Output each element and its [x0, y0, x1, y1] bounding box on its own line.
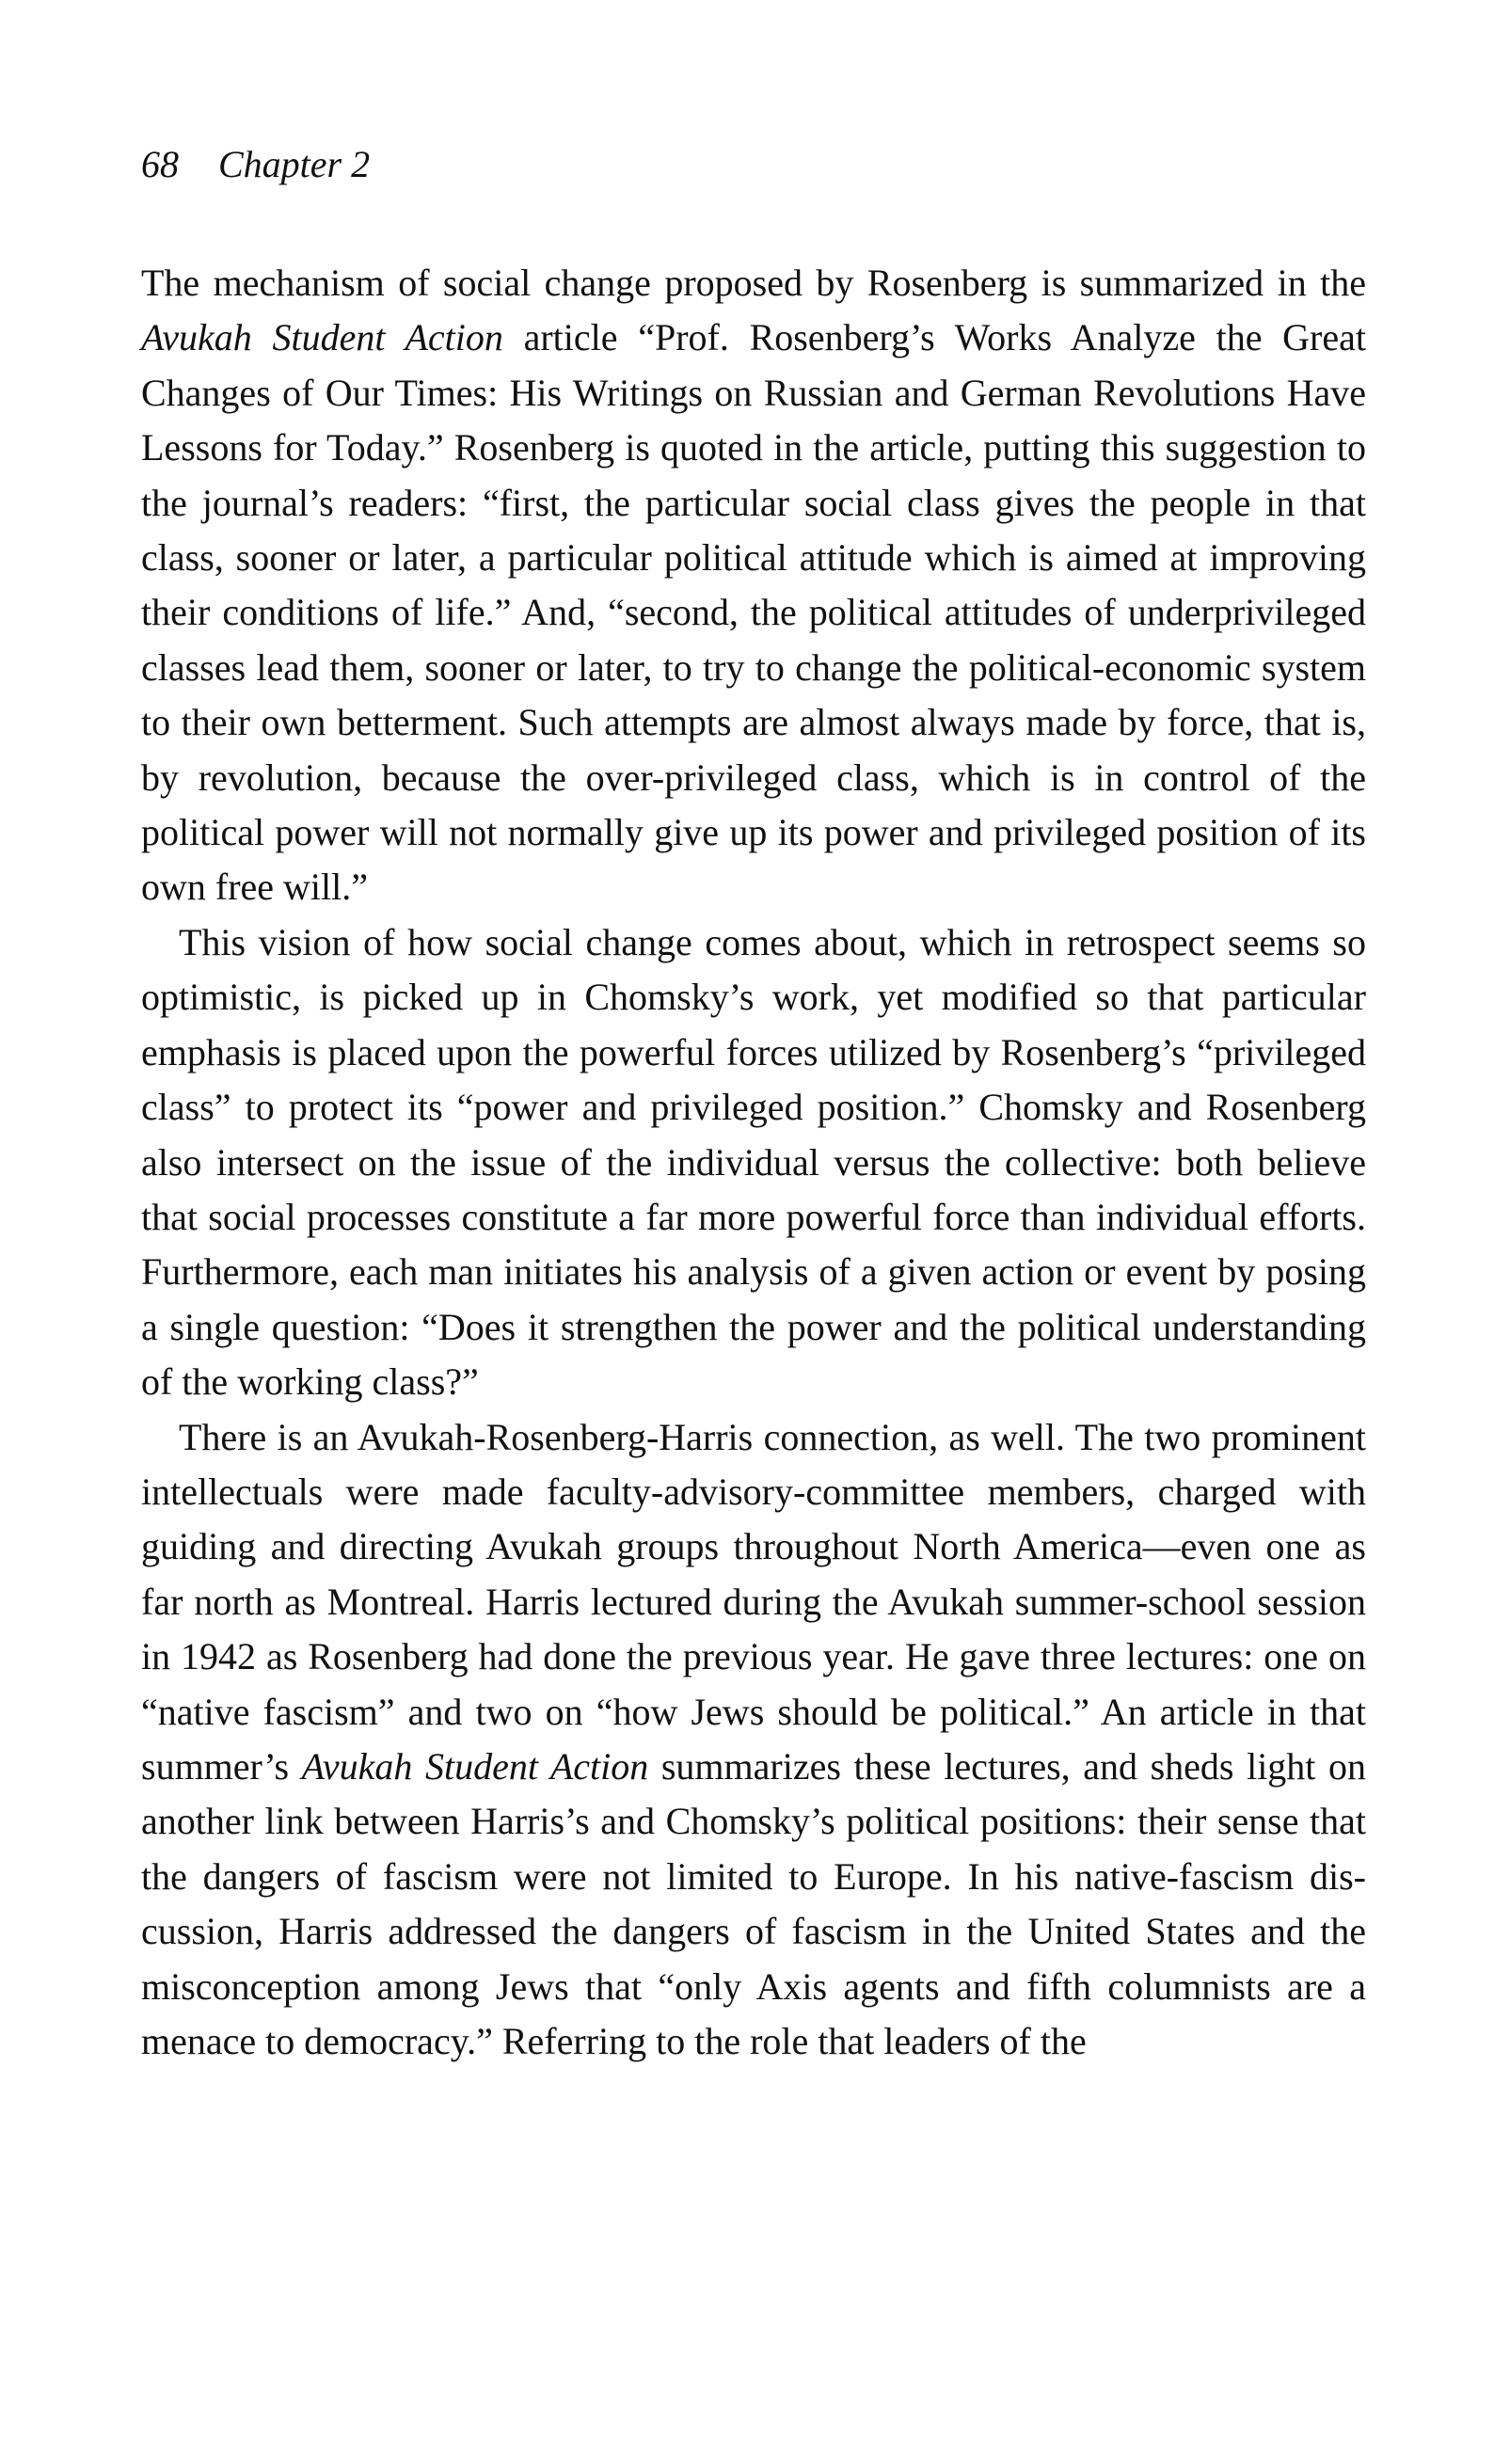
paragraph [141, 915, 1366, 1410]
publication-title: Avukah Student Action [141, 316, 503, 359]
running-head [141, 141, 1366, 188]
publication-title: Avukah Student Action [301, 1744, 649, 1788]
book-page [141, 141, 1366, 2069]
paragraph [141, 1410, 1366, 2070]
paragraph [141, 256, 1366, 915]
text-run: This vision of how social change comes about, which in retrospect seems so optimistic, is picked up in Chomsky’s work, yet modified so that particular emphasis is placed upon the powerful forces utilized by Rosenberg’s “privileged class” to protect its “power and privileged position.” Chomsky and Rosenberg also intersect on the issue of the individual versus the collective: both believe that social processes constitute a far more powerful force than individual efforts. Furthermore, each man initiates his analysis of a given action or event by posing a single question: “Does it strengthen the power and the political understanding of the working class?” [141, 920, 1366, 1404]
chapter-title: Chapter 2 [218, 143, 371, 185]
page-number: 68 [141, 143, 179, 185]
text-run: article “Prof. Rosenberg’s Works Analyze the Great Changes of Our Times: His Writings on Russian and German Revolutions Have Lessons for Today.” Rosenberg is quoted in the article, putting this suggestion to the journal’s readers: “first, the particular social class gives the people in that class, sooner or later, a particular political attitude which is aimed at improving their conditions of life.” And, “second, the political attitudes of underprivileged classes lead them, sooner or later, to try to change the political-economic system to their own betterment. Such attempts are almost always made by force, that is, by revolution, because the over-privileged class, which is in control of the political power will not normally give up its power and privileged position of its own free will.” [141, 316, 1366, 909]
text-run: summarizes these lectures, and sheds light on another link between Harris’s and Chomsky’s political positions: their sense that the dangers of fascism were not limited to Europe. In his native-fascism discussion, Harris addressed the dangers of fascism in the United States and the misconception among Jews that “only Axis agents and fifth columnists are a menace to democracy.” Referring to the role that leaders of the [141, 1744, 1367, 2062]
text-run: The mechanism of social change proposed by Rosenberg is summarized in the [141, 262, 1366, 304]
body-text [141, 256, 1366, 2069]
text-run: There is an Avukah-Rosenberg-Harris connection, as well. The two prominent intellectuals were made faculty-advisory-committee members, charged with guiding and directing Avukah groups throughout North America—even one as far north as Montreal. Harris lectured during the Avukah summer-school session in 1942 as Rosenberg had done the previous year. He gave three lectures: one on “native fascism” and two on “how Jews should be political.” An article in that summer’s [141, 1415, 1366, 1788]
